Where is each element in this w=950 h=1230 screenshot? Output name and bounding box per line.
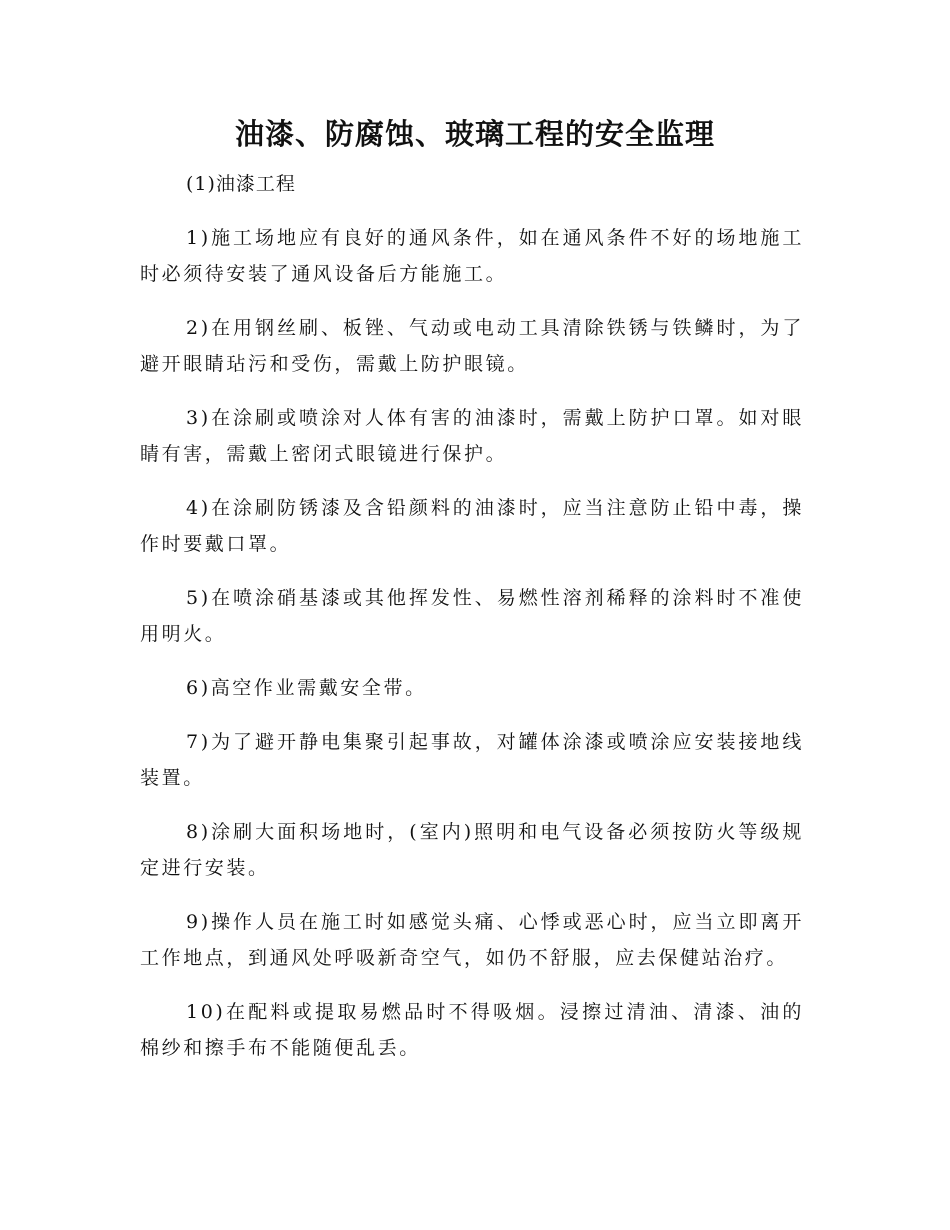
section-heading: (1)油漆工程 — [186, 173, 296, 195]
list-item: 10)在配料或提取易燃品时不得吸烟。浸擦过清油、清漆、油的棉纱和擦手布不能随便乱丢。 — [140, 1001, 804, 1059]
list-item: 1)施工场地应有良好的通风条件，如在通风条件不好的场地施工时必须待安装了通风设备后方能施工。 — [140, 227, 804, 285]
list-item: 6)高空作业需戴安全带。 — [186, 677, 427, 699]
page-title: 油漆、防腐蚀、玻璃工程的安全监理 — [234, 117, 715, 151]
list-item: 7)为了避开静电集聚引起事故，对罐体涂漆或喷涂应安装接地线装置。 — [140, 731, 804, 789]
document-body — [140, 166, 804, 1084]
list-item: 2)在用钢丝刷、板锉、气动或电动工具清除铁锈与铁鳞时，为了避开眼睛玷污和受伤，需戴上防护眼镜。 — [140, 317, 804, 375]
list-item: 5)在喷涂硝基漆或其他挥发性、易燃性溶剂稀释的涂料时不准使用明火。 — [140, 587, 804, 645]
list-item: 4)在涂刷防锈漆及含铅颜料的油漆时，应当注意防止铅中毒，操作时要戴口罩。 — [140, 497, 804, 555]
list-item: 9)操作人员在施工时如感觉头痛、心悸或恶心时，应当立即离开工作地点，到通风处呼吸新奇空气，如仍不舒服，应去保健站治疗。 — [140, 911, 804, 969]
list-item: 3)在涂刷或喷涂对人体有害的油漆时，需戴上防护口罩。如对眼睛有害，需戴上密闭式眼镜进行保护。 — [140, 407, 804, 465]
list-item: 8)涂刷大面积场地时，(室内)照明和电气设备必须按防火等级规定进行安装。 — [140, 821, 804, 879]
